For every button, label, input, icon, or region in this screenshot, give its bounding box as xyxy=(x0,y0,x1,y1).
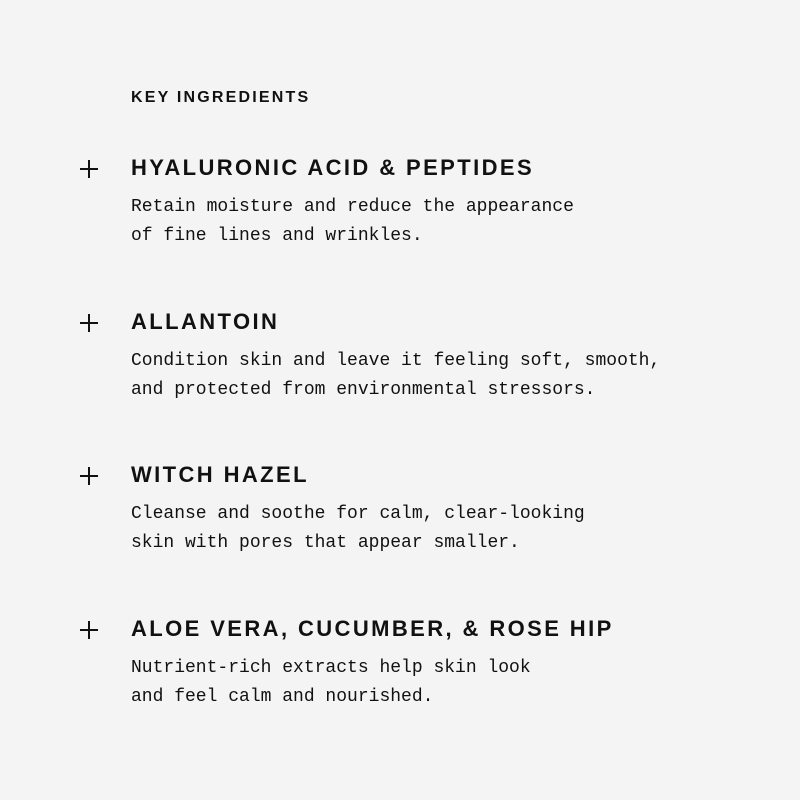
plus-icon[interactable] xyxy=(80,160,98,178)
ingredient-name[interactable]: HYALURONIC ACID & PEPTIDES xyxy=(131,155,535,180)
plus-icon[interactable] xyxy=(80,467,98,485)
plus-icon[interactable] xyxy=(80,621,98,639)
ingredient-description: Cleanse and soothe for calm, clear-looking skin with pores that appear smaller. xyxy=(131,504,585,553)
plus-icon[interactable] xyxy=(80,314,98,332)
ingredient-description: Nutrient-rich extracts help skin look and feel calm and nourished. xyxy=(131,658,531,707)
section-title: KEY INGREDIENTS xyxy=(131,89,311,106)
ingredient-description: Retain moisture and reduce the appearance of fine lines and wrinkles. xyxy=(131,197,574,246)
ingredient-name[interactable]: ALLANTOIN xyxy=(131,309,280,334)
ingredient-name[interactable]: ALOE VERA, CUCUMBER, & ROSE HIP xyxy=(131,616,614,641)
ingredient-description: Condition skin and leave it feeling soft, smooth, and protected from environmental stressors. xyxy=(131,351,661,400)
ingredient-name[interactable]: WITCH HAZEL xyxy=(131,462,309,487)
